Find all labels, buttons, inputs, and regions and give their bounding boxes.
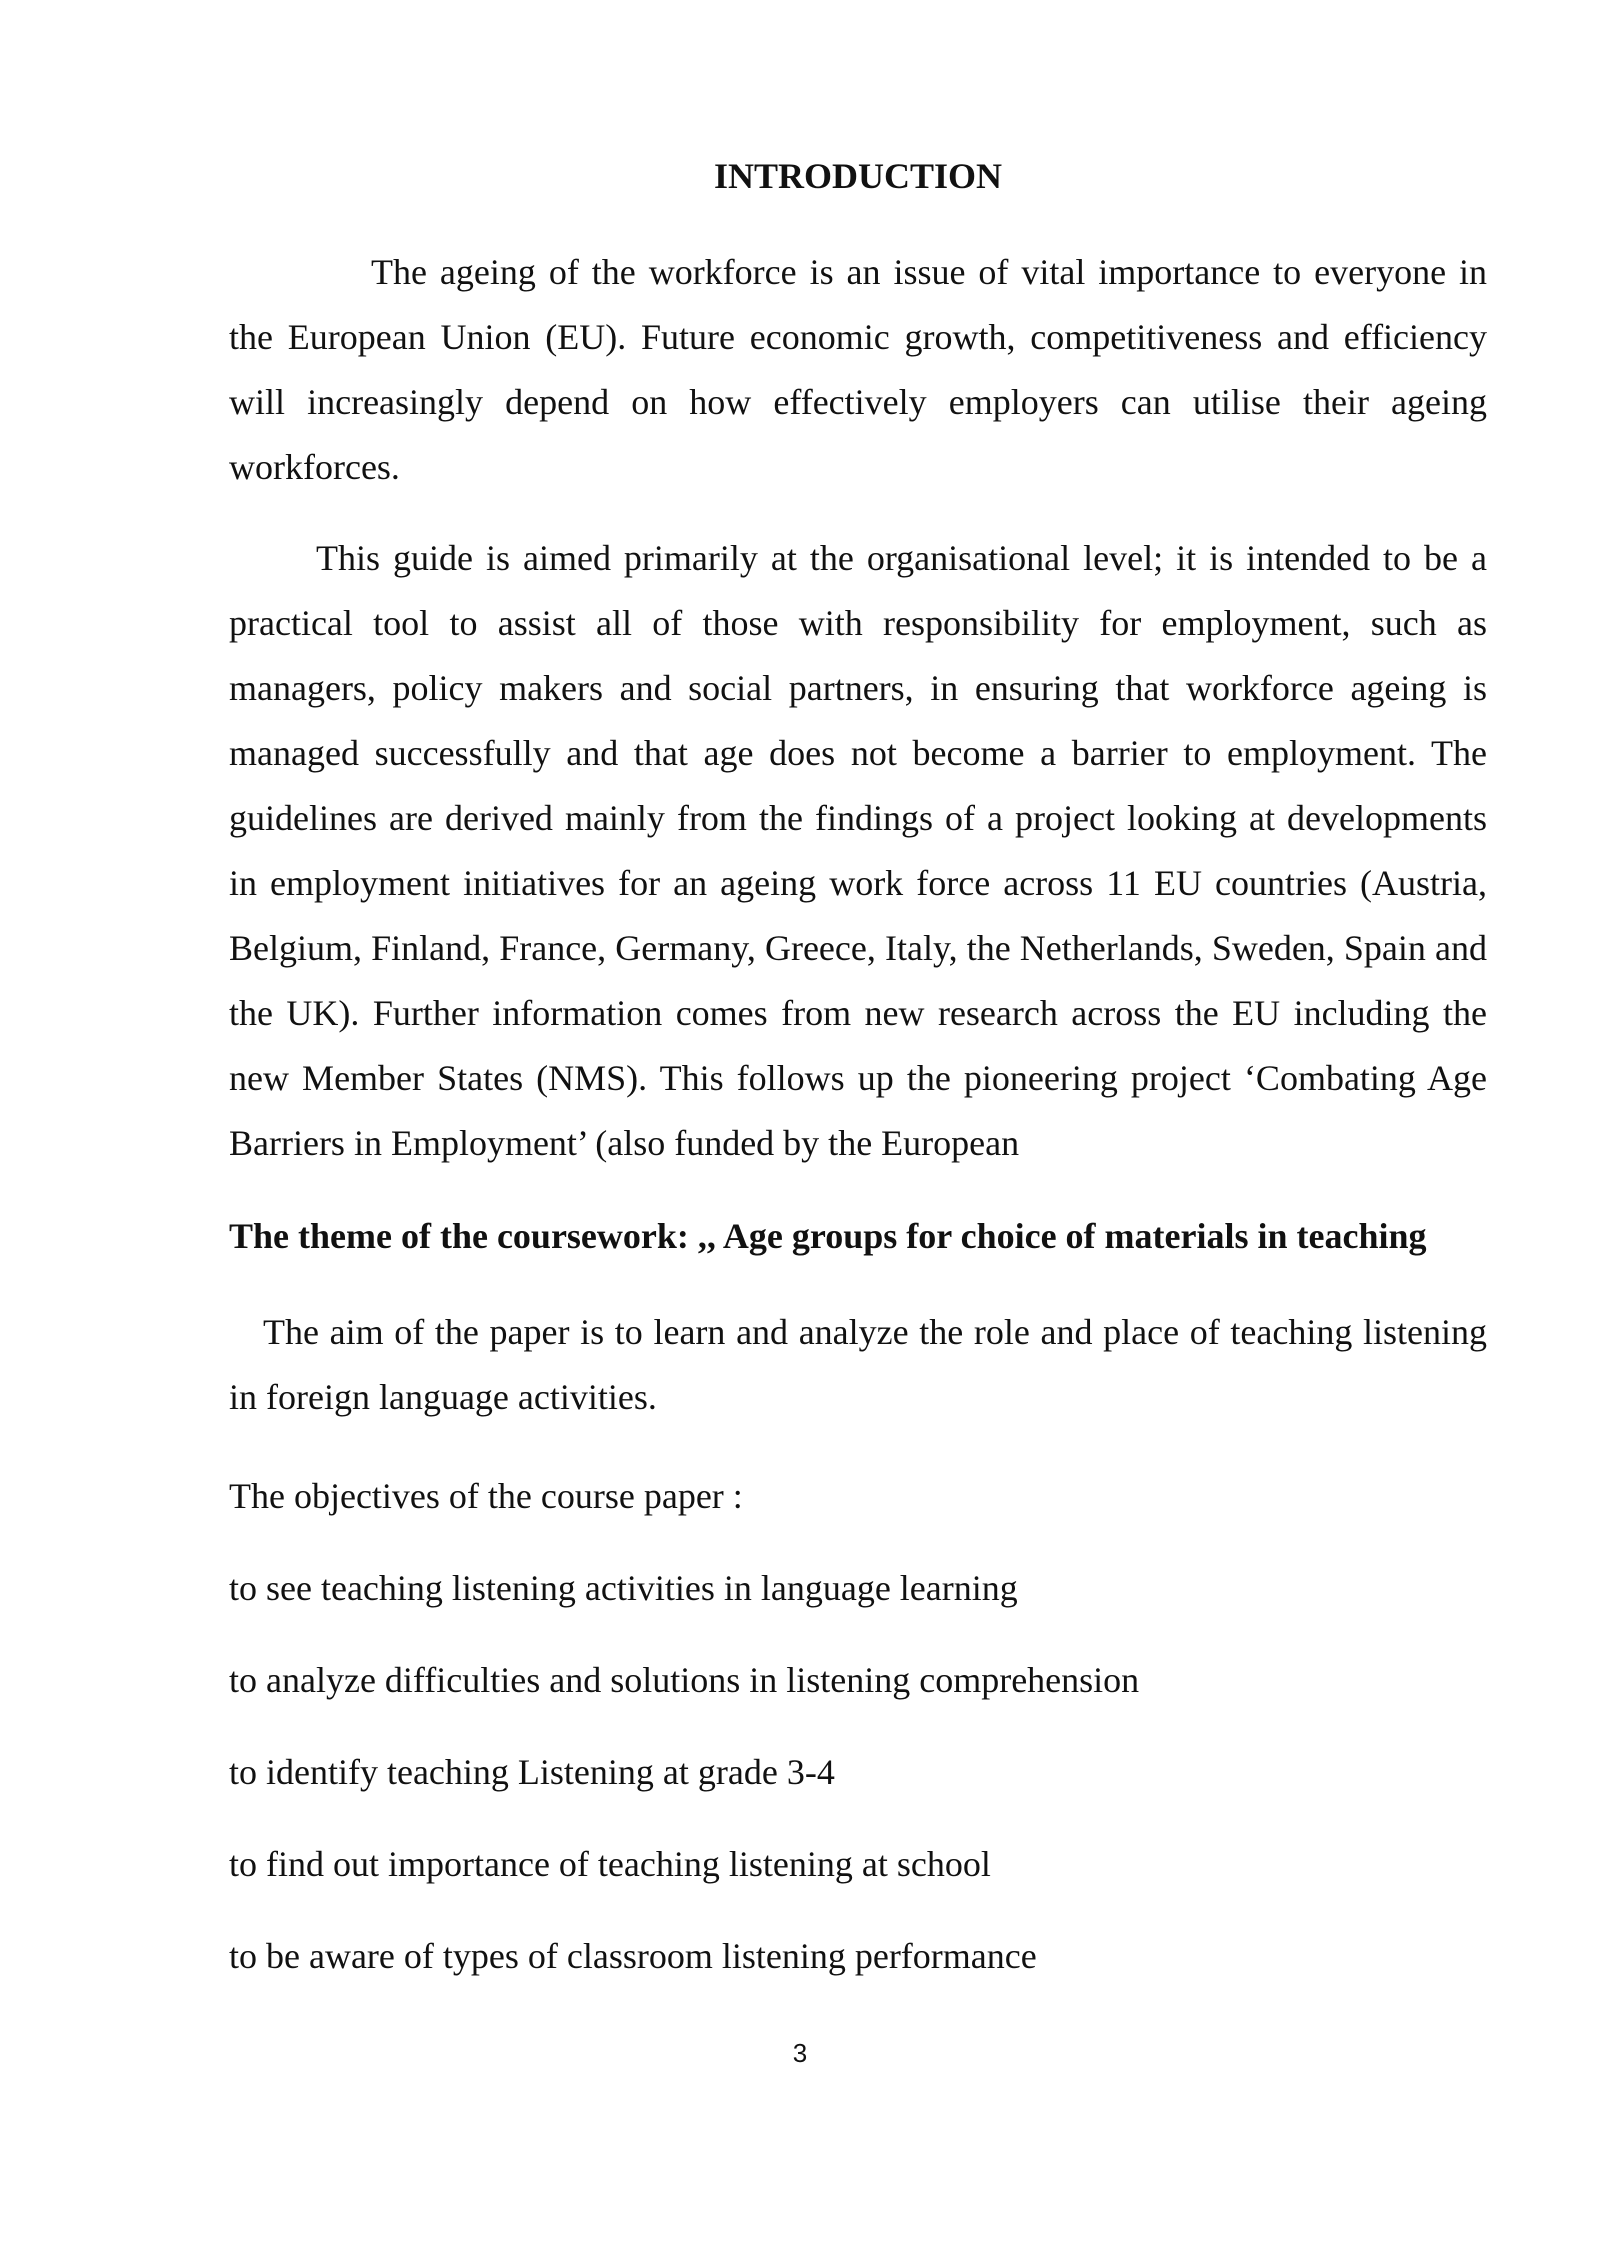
intro-paragraph-2: This guide is aimed primarily at the organisational level; it is intended to be a practical tool to assist all of those with responsibility for employment, such as managers, policy makers and social partners, in ensuring that workforce ageing is managed successfully and that age does not become a barrier to employment. The guidelines are derived mainly from the findings of a project looking at developments in employment initiatives for an ageing work force across 11 EU countries (Austria, Belgium, Finland, France, Germany, Greece, Italy, the Netherlands, Sweden, Spain and the UK). Further information comes from new research across the EU including the new Member States (NMS). This follows up the pioneering project ‘Combating Age Barriers in Employment’ (also funded by the European [229,538,1487,1163]
intro-paragraph-1: The ageing of the workforce is an issue of vital importance to everyone in the European Union (EU). Future economic growth, competitiveness and efficiency will increasingly depend on how effectively employers can utilise their ageing workforces. [229,252,1487,487]
objective-item: to analyze difficulties and solutions in listening comprehension [229,1660,1140,1700]
objective-item: to be aware of types of classroom listening performance [229,1936,1037,1976]
page-content [229,150,1487,1982]
coursework-theme: The theme of the coursework: ,, Age groups for choice of materials in teaching [229,1216,1427,1256]
objective-item: to identify teaching Listening at grade 3-4 [229,1752,835,1792]
page-number: 3 [792,2038,808,2068]
objective-item: to find out importance of teaching listening at school [229,1844,991,1884]
objectives-intro: The objectives of the course paper : [229,1476,743,1516]
aim-paragraph: The aim of the paper is to learn and analyze the role and place of teaching listening in foreign language activities. [229,1312,1487,1417]
page-heading: INTRODUCTION [713,156,1003,196]
objective-item: to see teaching listening activities in language learning [229,1568,1018,1608]
